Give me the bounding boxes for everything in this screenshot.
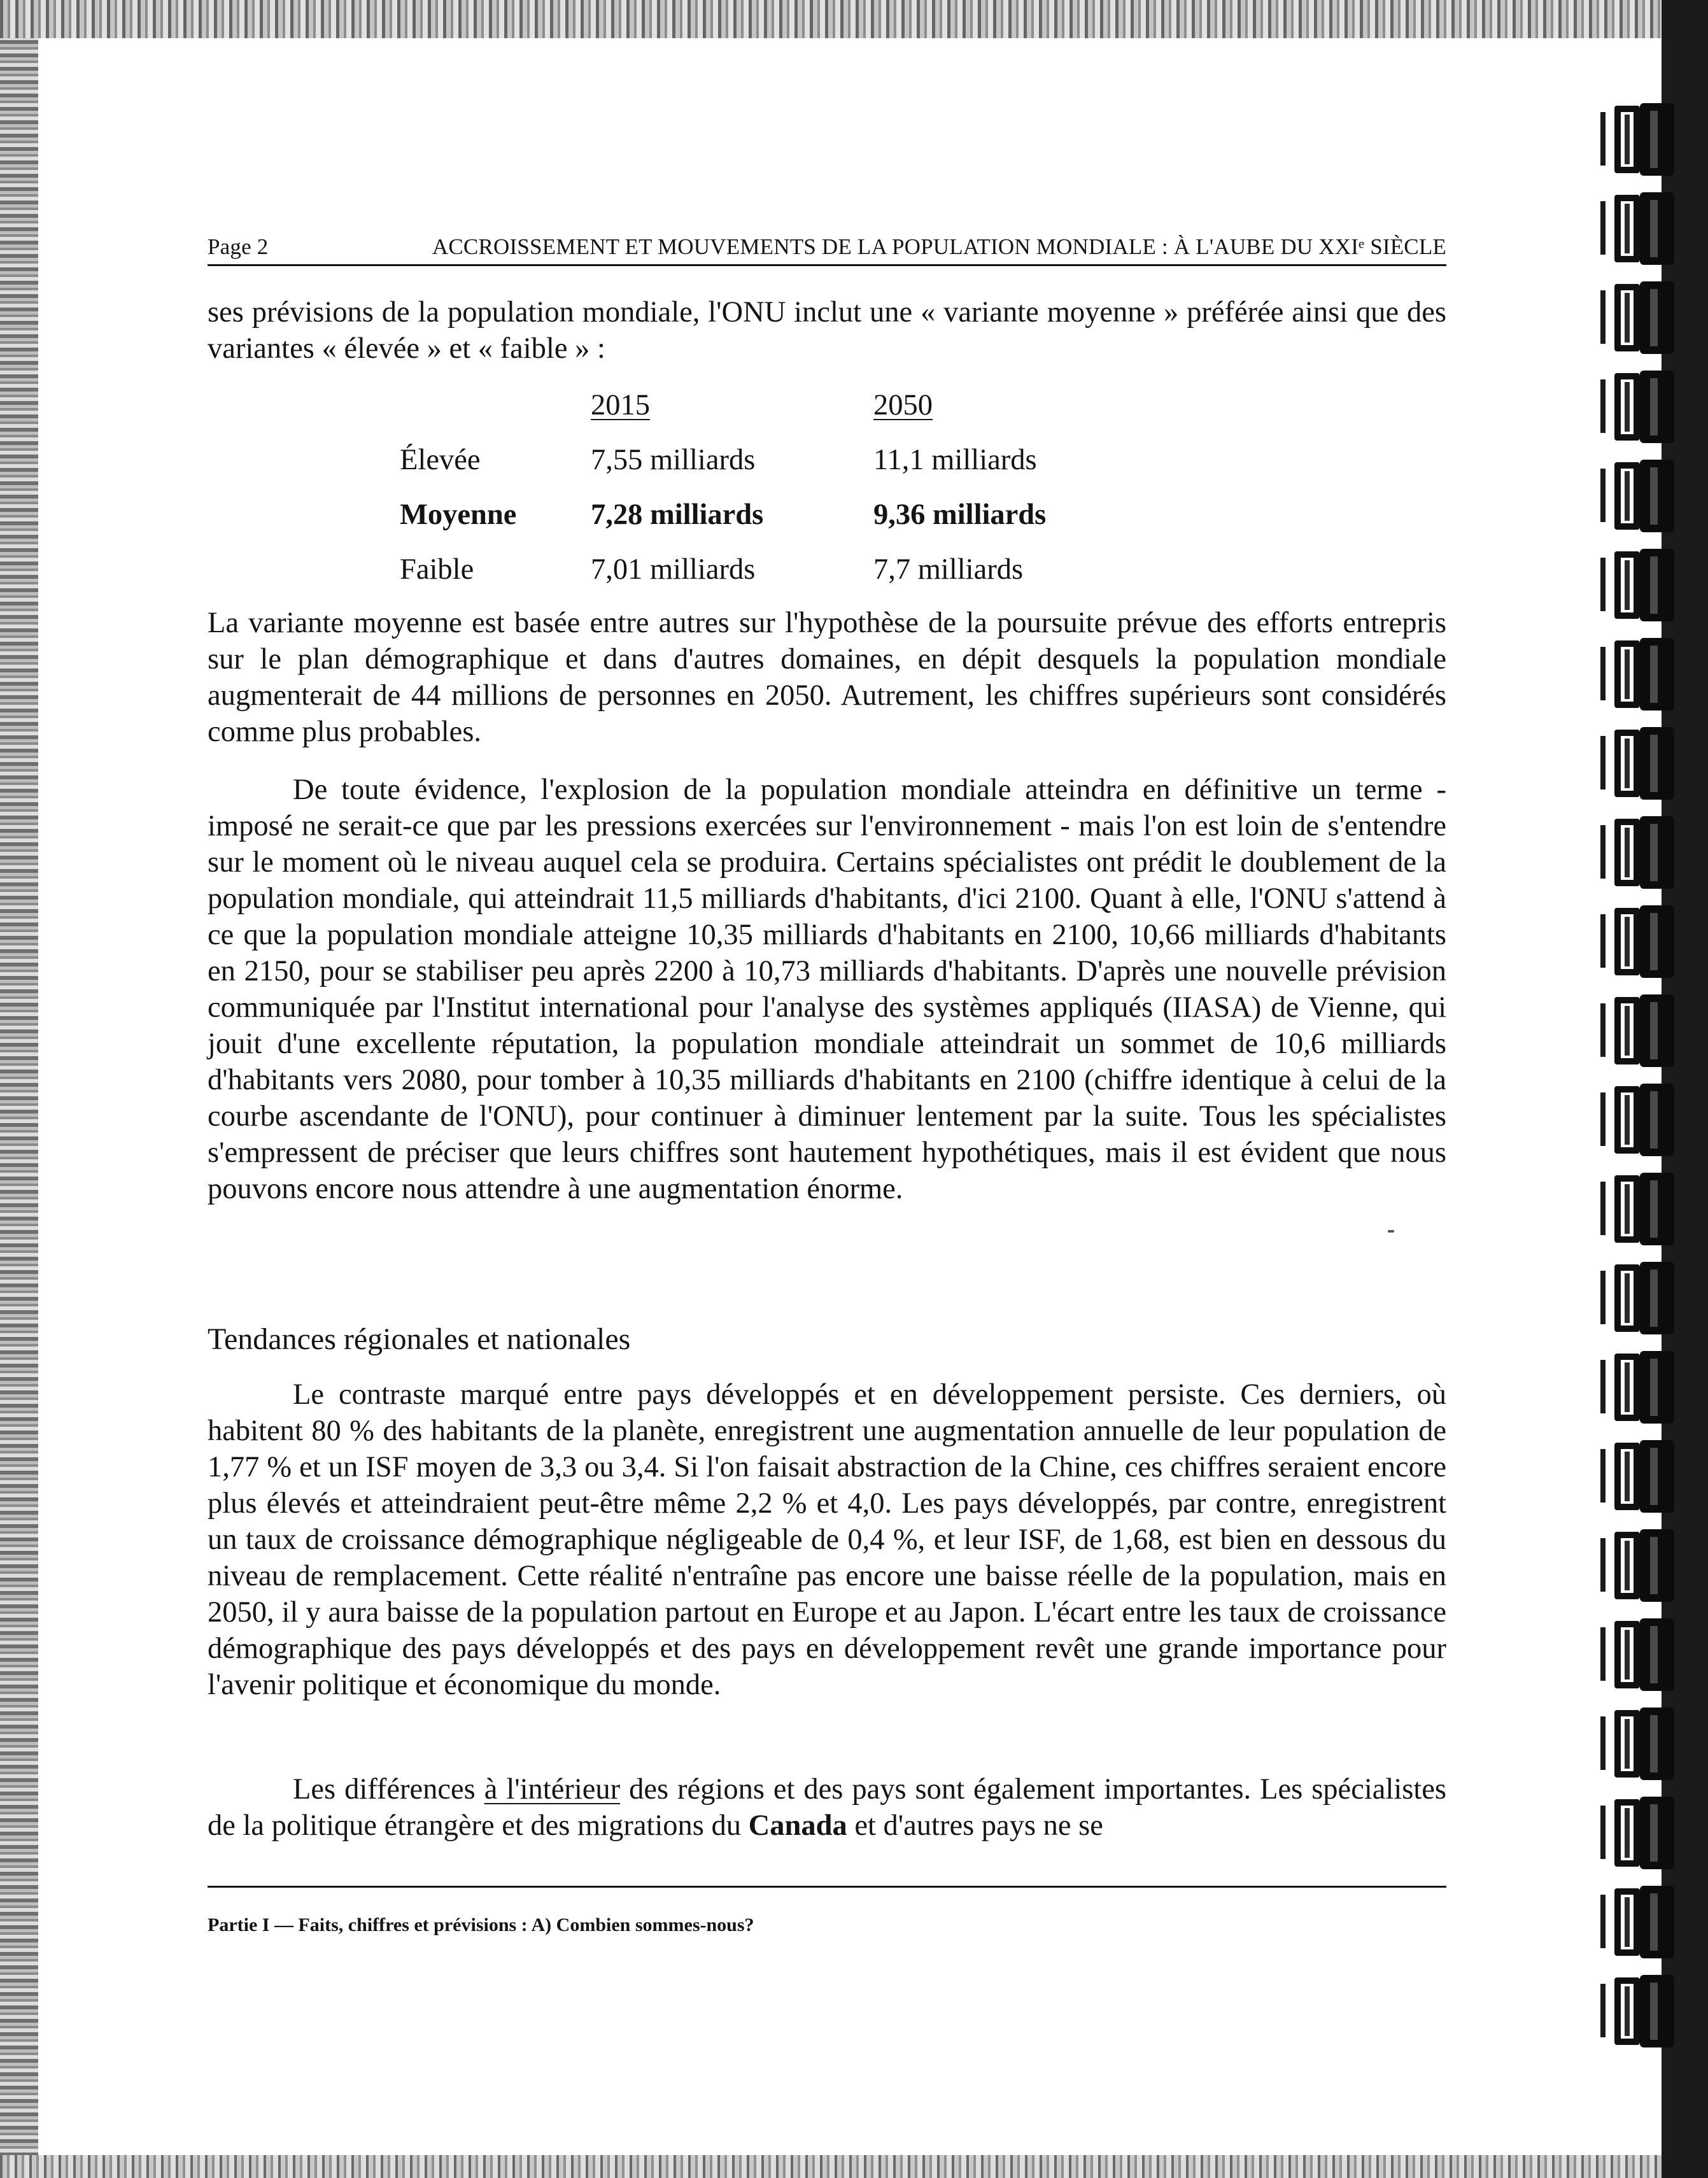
paragraph-contraste: Le contraste marqué entre pays développés et en développement persiste. Ces derniers, où habitent 80 % des habitants de la planète, enregistrent une augmentation annuelle de leur population de 1,77 % et un ISF moyen de 3,3 ou 3,4. Si l'on faisait abstraction de la Chine, ces chiffres seraient encore plus élevés et atteindraient peut-être même 2,2 % et 4,0. Les pays développés, par contre, enregistrent un taux de croissance démographique négligeable de 0,4 %, et leur ISF, de 1,68, est bien en dessous du niveau de remplacement. Cette réalité n'entraîne pas encore une baisse réelle de la population, mais en 2050, il y aura baisse de la population partout en Europe et au Japon. L'écart entre les taux de croissance démographique des pays développés et des pays en développement revêt une grande importance pour l'avenir politique et économique du monde. [208, 1378, 1446, 1701]
footer-rule [208, 1886, 1446, 1888]
cell-moyenne-2050: 9,36 milliards [873, 499, 1047, 531]
differences-text-2: des régions et des pays sont également importantes. Les spécialistes de la politique étrangère et des migrations du [208, 1773, 1446, 1842]
paragraph-variante: La variante moyenne est basée entre autres sur l'hypothèse de la poursuite prévue des efforts entrepris sur le plan démographique et dans d'autres domaines, en dépit desquels la population mondiale augmenterait de 44 millions de personnes en 2050. Autrement, les chiffres supérieurs sont considérés comme plus probables. [208, 607, 1446, 748]
spiral-coil [1599, 815, 1701, 890]
paragraph-evidence: De toute évidence, l'explosion de la population mondiale atteindra en définitive un terme - imposé ne serait-ce que par les pressions exercées sur l'environnement - mais l'on est loin de s'entendre sur le moment où le niveau auquel cela se produira. Certains spécialistes ont prédit le doublement de la population mondiale, qui atteindrait 11,5 milliards d'habitants, d'ici 2100. Quant à elle, l'ONU s'attend à ce que la population mondiale atteigne 10,35 milliards d'habitants en 2100, 10,66 milliards d'habitants en 2150, pour se stabiliser peu après 2200 à 10,73 milliards d'habitants. D'après une nouvelle prévision communiquée par l'Institut international pour l'analyse des systèmes appliqués (IIASA) de Vienne, qui jouit d'une excellente réputation, la population mondiale atteindrait un sommet de 10,6 milliards d'habitants vers 2080, pour tomber à 10,35 milliards d'habitants en 2100 (chiffre identique à celui de la courbe ascendante de l'ONU), pour continuer à diminuer lentement par la suite. Tous les spécialistes s'empressent de préciser que leurs chiffres sont hautement hypothétiques, mais il est évident que nous pouvons encore nous attendre à une augmentation énorme. [208, 774, 1446, 1205]
spiral-coil [1599, 904, 1701, 979]
spiral-coil [1599, 993, 1701, 1068]
scan-border-bottom [0, 2155, 1708, 2178]
spiral-coil [1599, 1885, 1701, 1960]
spiral-coil [1599, 1261, 1701, 1336]
row-label-elevee: Élevée [400, 444, 481, 476]
column-header-2050: 2050 [873, 389, 933, 421]
page-number: Page 2 [208, 234, 269, 259]
spiral-coil [1599, 1350, 1701, 1425]
cell-faible-2015: 7,01 milliards [591, 553, 756, 586]
spiral-coil [1599, 637, 1701, 712]
spiral-binding [1592, 0, 1708, 2178]
differences-text-3: et d'autres pays ne se [847, 1809, 1103, 1842]
spiral-coil [1599, 1617, 1701, 1692]
spiral-coil [1599, 1528, 1701, 1603]
spiral-coil [1599, 191, 1701, 266]
cell-moyenne-2015: 7,28 milliards [591, 499, 764, 531]
spiral-coil [1599, 1795, 1701, 1870]
intro-paragraph: ses prévisions de la population mondiale, l'ONU inclut une « variante moyenne » préférée ainsi que des variantes « élevée » et « faible » : [208, 296, 1446, 365]
spiral-coil [1599, 369, 1701, 444]
cell-elevee-2015: 7,55 milliards [591, 444, 756, 476]
differences-text-1: Les différences [293, 1773, 484, 1806]
differences-bold-canada: Canada [748, 1809, 847, 1842]
spiral-coil [1599, 458, 1701, 534]
paragraph-differences [208, 1771, 1446, 1844]
row-label-moyenne: Moyenne [400, 499, 517, 531]
header-rule [208, 264, 1446, 266]
differences-underlined: à l'intérieur [484, 1773, 621, 1806]
section-heading: Tendances régionales et nationales [208, 1322, 631, 1356]
spiral-coil [1599, 1706, 1701, 1781]
spiral-coil [1599, 548, 1701, 623]
spiral-coil [1599, 1439, 1701, 1514]
spiral-coil [1599, 280, 1701, 355]
scan-border-left [0, 0, 38, 2178]
running-header [208, 234, 1446, 260]
spiral-coil [1599, 1974, 1701, 2049]
spiral-coil [1599, 1082, 1701, 1157]
spiral-coil [1599, 726, 1701, 801]
column-header-2015: 2015 [591, 389, 650, 421]
running-title: ACCROISSEMENT ET MOUVEMENTS DE LA POPULATION MONDIALE : À L'AUBE DU XXIᵉ SIÈCLE [432, 234, 1446, 259]
spiral-coil [1599, 102, 1701, 177]
scan-speck [1388, 1230, 1394, 1233]
scan-border-top [0, 0, 1708, 38]
row-label-faible: Faible [400, 553, 474, 586]
page-footer: Partie I — Faits, chiffres et prévisions : A) Combien sommes-nous? [208, 1914, 754, 1935]
cell-faible-2050: 7,7 milliards [873, 553, 1024, 586]
cell-elevee-2050: 11,1 milliards [873, 444, 1037, 476]
spiral-coil [1599, 1171, 1701, 1247]
